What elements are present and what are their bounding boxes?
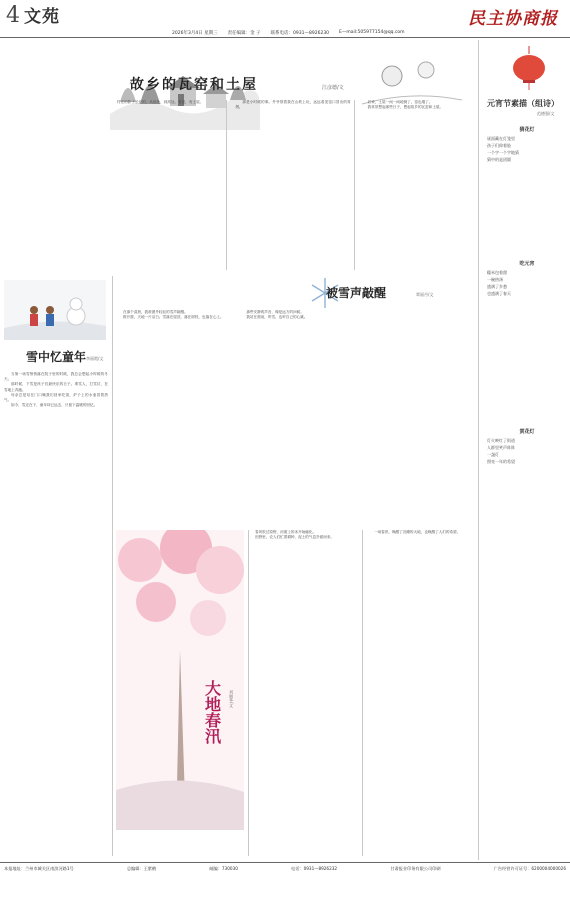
issue-date: 2026年3月4日 星期三 <box>172 31 218 36</box>
poem-line: 人群里笑声阵阵 <box>487 445 515 450</box>
footer-ad-license: 广告经营许可证号：6200004000026 <box>493 866 566 871</box>
article-body <box>4 372 108 852</box>
page-number: 4 <box>6 3 20 28</box>
paper-logo: 民主协商报 <box>468 9 558 29</box>
article-title: 雪中忆童年 <box>26 350 87 364</box>
poem-line: 盛满了乡愁 <box>487 284 507 289</box>
poem-line: 孩子们仰着脸 <box>487 143 511 148</box>
masthead-rule <box>0 37 570 38</box>
article-title: 故乡的瓦窑和土屋 <box>130 77 258 93</box>
article-byline <box>228 690 236 708</box>
paragraph: 当第一场雪悄悄落在院子里的时候，我总会想起小时候的冬天。 <box>4 372 108 382</box>
footer-phone: 电话：0931—8926232 <box>291 866 338 871</box>
masthead-info <box>172 30 412 36</box>
article-body <box>110 100 476 270</box>
column-rule <box>112 276 113 856</box>
paragraph: 在那个清晨，我被窗外轻轻的雪声敲醒。 <box>123 310 188 314</box>
editor-credit: 责任编辑：金 子 <box>227 31 261 36</box>
article-title <box>202 680 222 748</box>
article-byline: 覃丽丹/文 <box>416 292 434 297</box>
article-byline: 李丽霞/文 <box>86 356 104 361</box>
article-byline-text: 刘丽华/文 <box>229 690 234 708</box>
poem-heading: 吃元宵 <box>519 261 535 267</box>
paragraph: 那时候，下雪是孩子们最快乐的日子。堆雪人，打雪仗，在雪地上奔跑。 <box>4 382 108 392</box>
poem-heading: 猜花灯 <box>519 127 535 133</box>
column-rule <box>354 100 355 270</box>
masthead <box>0 0 570 36</box>
article-title: 被雪声敲醒 <box>326 286 387 300</box>
sidebar-rule <box>478 40 479 860</box>
article-spring-flood <box>116 530 476 856</box>
poem-line: 一碗热汤 <box>487 277 503 282</box>
sidebar-lantern-poems <box>481 40 570 860</box>
column-rule <box>362 530 363 856</box>
paragraph: 一场春汛，唤醒了沉睡的大地，也唤醒了人们的希望。 <box>374 530 461 534</box>
poem-line: 灯火映红了街道 <box>487 438 515 443</box>
poem-line: 糯米包着甜 <box>487 270 507 275</box>
paragraph: 春风吹过原野，河面上的冰开始融化。 <box>255 530 317 534</box>
paragraph: 我常常想起那些日子，想起故乡的瓦窑和土屋。 <box>367 105 444 110</box>
lamp-illustration <box>362 48 462 108</box>
contact-email: E—mail:505977154@qq.com <box>339 30 405 35</box>
poem-line: 照亮一年的希望 <box>487 459 515 464</box>
article-snow-childhood <box>0 276 110 856</box>
footer-editor: 总编辑：王紫鹤 <box>126 866 157 871</box>
article-title-text: 大地春汛 <box>202 680 222 744</box>
footer-printer: 甘肃报业印务有限公司印刷 <box>390 866 441 871</box>
paragraph: 村庄的影子长长的，从低处，到高处。有窑，有土屋。 <box>117 100 204 104</box>
paragraph: 田野里，农人们忙着耕种，泥土的气息扑面而来。 <box>255 535 335 540</box>
article-title: 元宵节素描（组诗） <box>487 98 559 108</box>
article-byline: 江彦德/文 <box>322 85 344 91</box>
paragraph: 那是小时候的事。外爷领着我在山坡上玩，远远看见窑口冒出的青烟。 <box>235 100 351 110</box>
article-awakened-by-snow <box>116 276 476 526</box>
footer <box>4 866 566 872</box>
poem-line: 一盏灯 <box>487 452 499 457</box>
column-rule <box>248 530 249 856</box>
article-body <box>116 310 476 522</box>
contact-phone: 联系电话：0931—8926230 <box>270 31 330 36</box>
article-hometown-kiln <box>110 40 476 272</box>
paragraph: 后来，土屋一间一间地倒了，窑也塌了。 <box>367 100 433 104</box>
lantern-icon <box>501 46 557 90</box>
poem <box>487 260 567 297</box>
paragraph: 我站在窗前，听雪，也听自己的心跳。 <box>246 315 308 320</box>
paragraph: 推开窗，天地一片洁白。雪落在屋顶，落在树枝，也落在心上。 <box>123 315 224 320</box>
column-rule <box>226 100 227 270</box>
poem-line: 也盛满了春天 <box>487 291 511 296</box>
poem <box>487 126 567 163</box>
poem <box>487 428 567 465</box>
footer-postcode: 邮编：730030 <box>209 866 238 871</box>
snow-children-illustration <box>4 280 106 340</box>
paragraph: 那些安静的声音，像是远方的问候。 <box>246 310 304 314</box>
footer-rule <box>0 862 570 863</box>
paragraph: 母亲总是站在门口喊我们回家吃饭，炉子上的水壶冒着热气。 <box>4 392 108 403</box>
paragraph: 如今，雪还在下，童年却已远去，只留下温暖的回忆。 <box>11 403 98 408</box>
poem-heading: 赏花灯 <box>519 429 535 435</box>
section-name: 文苑 <box>24 7 60 27</box>
footer-address: 本报地址：兰州市城关区南滨河路1号 <box>4 866 74 871</box>
poem-line: 谜面藏在灯笼里 <box>487 136 515 141</box>
article-byline: 范德强/文 <box>537 111 555 116</box>
blossom-illustration <box>116 530 244 830</box>
poem-line: 一个字一个字地猜 <box>487 150 519 155</box>
poem-line: 猜中的是团圆 <box>487 157 511 162</box>
